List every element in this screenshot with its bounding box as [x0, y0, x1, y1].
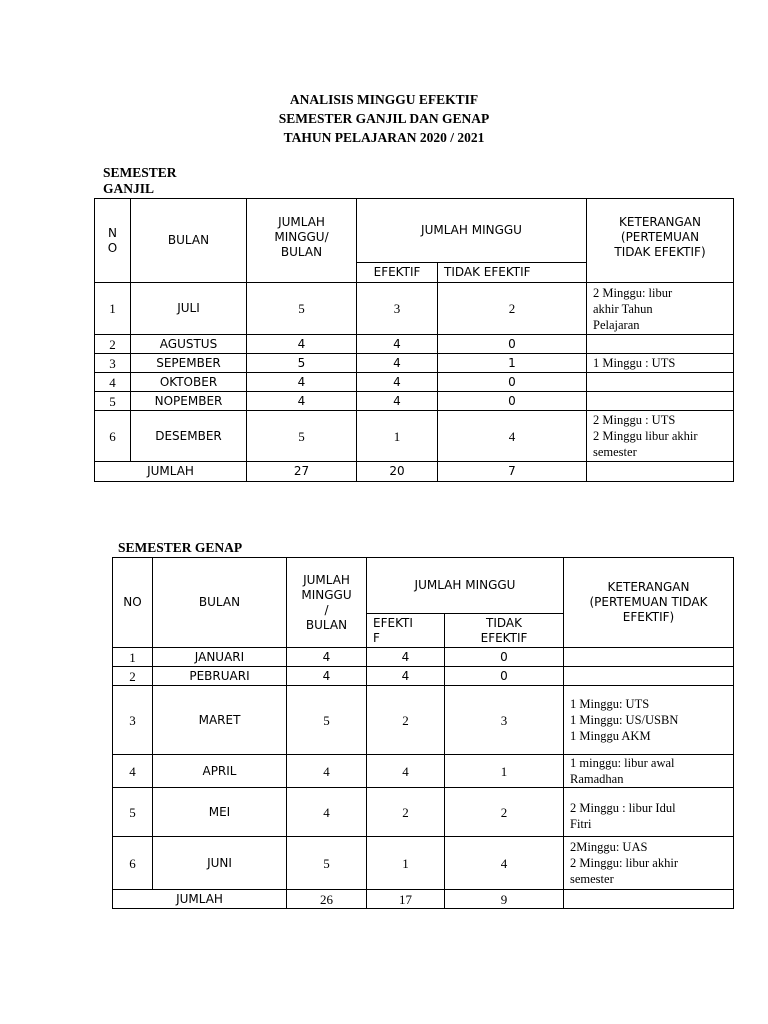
- row-efektif: 4: [367, 755, 445, 788]
- row-keterangan: [564, 667, 734, 686]
- row-bulan: NOPEMBER: [131, 392, 247, 411]
- row-no: 2: [95, 335, 131, 354]
- table-row: [95, 354, 734, 373]
- row-bulan: AGUSTUS: [131, 335, 247, 354]
- ganjil-header-jumlah-minggu: JUMLAH MINGGU: [357, 199, 587, 263]
- row-no: 2: [113, 667, 153, 686]
- row-jumlah: 4: [287, 788, 367, 837]
- row-jumlah: 4: [287, 667, 367, 686]
- row-tidak-efektif: 0: [445, 667, 564, 686]
- semester-ganjil-label-line2: GANJIL: [103, 181, 155, 196]
- doc-title-line3: TAHUN PELAJARAN 2020 / 2021: [283, 130, 485, 145]
- row-efektif: 1: [357, 411, 438, 462]
- row-keterangan: 1 minggu: libur awal Ramadhan: [564, 755, 734, 788]
- table-row: [113, 667, 734, 686]
- total-label: JUMLAH: [95, 462, 247, 482]
- row-jumlah: 5: [287, 837, 367, 890]
- row-bulan: OKTOBER: [131, 373, 247, 392]
- row-no: 1: [95, 283, 131, 335]
- table-row: [113, 648, 734, 667]
- total-tidak-efektif: 9: [445, 890, 564, 909]
- row-efektif: 1: [367, 837, 445, 890]
- row-bulan: JULI: [131, 283, 247, 335]
- table-row: [113, 837, 734, 890]
- row-no: 1: [113, 648, 153, 667]
- ganjil-header-bulan: BULAN: [131, 199, 247, 283]
- row-jumlah: 4: [247, 373, 357, 392]
- ganjil-header-efektif: EFEKTIF: [357, 263, 438, 283]
- row-tidak-efektif: 0: [445, 648, 564, 667]
- total-jumlah: 27: [247, 462, 357, 482]
- ganjil-header-no: N O: [95, 199, 131, 283]
- row-jumlah: 5: [287, 686, 367, 755]
- genap-header-jumlah-minggu-bulan: JUMLAH MINGGU / BULAN: [287, 558, 367, 648]
- row-tidak-efektif: 3: [445, 686, 564, 755]
- doc-title-line2: SEMESTER GANJIL DAN GENAP: [278, 111, 490, 126]
- row-efektif: 4: [357, 354, 438, 373]
- row-keterangan: 1 Minggu: UTS 1 Minggu: US/USBN 1 Minggu AKM: [564, 686, 734, 755]
- row-no: 6: [95, 411, 131, 462]
- row-tidak-efektif: 4: [438, 411, 587, 462]
- row-bulan: JANUARI: [153, 648, 287, 667]
- ganjil-header-keterangan: KETERANGAN (PERTEMUAN TIDAK EFEKTIF): [587, 199, 734, 283]
- total-keterangan: [564, 890, 734, 909]
- genap-header-efektif: EFEKTI F: [367, 614, 445, 648]
- row-jumlah: 5: [247, 411, 357, 462]
- total-label: JUMLAH: [113, 890, 287, 909]
- row-bulan: DESEMBER: [131, 411, 247, 462]
- genap-header-jumlah-minggu: JUMLAH MINGGU: [367, 558, 564, 614]
- row-efektif: 2: [367, 788, 445, 837]
- table-total-row: [95, 462, 734, 482]
- ganjil-table: [94, 198, 734, 482]
- table-row: [113, 686, 734, 755]
- total-efektif: 20: [357, 462, 438, 482]
- row-tidak-efektif: 0: [438, 373, 587, 392]
- total-jumlah: 26: [287, 890, 367, 909]
- row-jumlah: 4: [247, 392, 357, 411]
- row-no: 5: [113, 788, 153, 837]
- row-no: 3: [113, 686, 153, 755]
- row-bulan: JUNI: [153, 837, 287, 890]
- row-keterangan: 1 Minggu : UTS: [587, 354, 734, 373]
- total-efektif: 17: [367, 890, 445, 909]
- row-tidak-efektif: 1: [438, 354, 587, 373]
- table-row: [95, 335, 734, 354]
- row-tidak-efektif: 2: [438, 283, 587, 335]
- ganjil-header-jumlah-minggu-bulan: JUMLAH MINGGU/ BULAN: [247, 199, 357, 283]
- ganjil-header-tidak-efektif: TIDAK EFEKTIF: [438, 263, 587, 283]
- row-keterangan: 2 Minggu: libur akhir Tahun Pelajaran: [587, 283, 734, 335]
- table-row: [95, 392, 734, 411]
- table-row: [95, 283, 734, 335]
- row-jumlah: 4: [287, 648, 367, 667]
- semester-ganjil-label-line1: SEMESTER: [103, 165, 177, 180]
- table-row: [113, 788, 734, 837]
- row-tidak-efektif: 1: [445, 755, 564, 788]
- row-bulan: SEPEMBER: [131, 354, 247, 373]
- row-no: 3: [95, 354, 131, 373]
- row-efektif: 4: [357, 373, 438, 392]
- row-bulan: APRIL: [153, 755, 287, 788]
- total-keterangan: [587, 462, 734, 482]
- table-row: [95, 373, 734, 392]
- row-keterangan: [587, 373, 734, 392]
- table-row: [95, 411, 734, 462]
- row-efektif: 2: [367, 686, 445, 755]
- row-no: 5: [95, 392, 131, 411]
- row-bulan: MARET: [153, 686, 287, 755]
- row-jumlah: 4: [247, 335, 357, 354]
- semester-ganjil-label: [103, 165, 177, 197]
- row-keterangan: 2 Minggu : UTS 2 Minggu libur akhir semester: [587, 411, 734, 462]
- genap-header-bulan: BULAN: [153, 558, 287, 648]
- row-keterangan: [587, 335, 734, 354]
- genap-table: [112, 557, 734, 909]
- row-keterangan: 2 Minggu : libur Idul Fitri: [564, 788, 734, 837]
- row-no: 4: [113, 755, 153, 788]
- row-tidak-efektif: 0: [438, 335, 587, 354]
- row-bulan: PEBRUARI: [153, 667, 287, 686]
- genap-header-no: NO: [113, 558, 153, 648]
- row-jumlah: 4: [287, 755, 367, 788]
- row-bulan: MEI: [153, 788, 287, 837]
- row-tidak-efektif: 4: [445, 837, 564, 890]
- row-efektif: 3: [357, 283, 438, 335]
- row-jumlah: 5: [247, 283, 357, 335]
- row-keterangan: [587, 392, 734, 411]
- row-efektif: 4: [367, 667, 445, 686]
- genap-header-keterangan: KETERANGAN (PERTEMUAN TIDAK EFEKTIF): [564, 558, 734, 648]
- row-efektif: 4: [367, 648, 445, 667]
- semester-genap-label: SEMESTER GENAP: [118, 540, 243, 555]
- table-total-row: [113, 890, 734, 909]
- row-tidak-efektif: 0: [438, 392, 587, 411]
- table-row: [113, 755, 734, 788]
- row-keterangan: 2Minggu: UAS 2 Minggu: libur akhir semester: [564, 837, 734, 890]
- row-efektif: 4: [357, 335, 438, 354]
- total-tidak-efektif: 7: [438, 462, 587, 482]
- genap-header-tidak-efektif: TIDAK EFEKTIF: [445, 614, 564, 648]
- doc-title-line1: ANALISIS MINGGU EFEKTIF: [289, 92, 479, 107]
- row-keterangan: [564, 648, 734, 667]
- row-no: 4: [95, 373, 131, 392]
- row-jumlah: 5: [247, 354, 357, 373]
- row-tidak-efektif: 2: [445, 788, 564, 837]
- row-no: 6: [113, 837, 153, 890]
- row-efektif: 4: [357, 392, 438, 411]
